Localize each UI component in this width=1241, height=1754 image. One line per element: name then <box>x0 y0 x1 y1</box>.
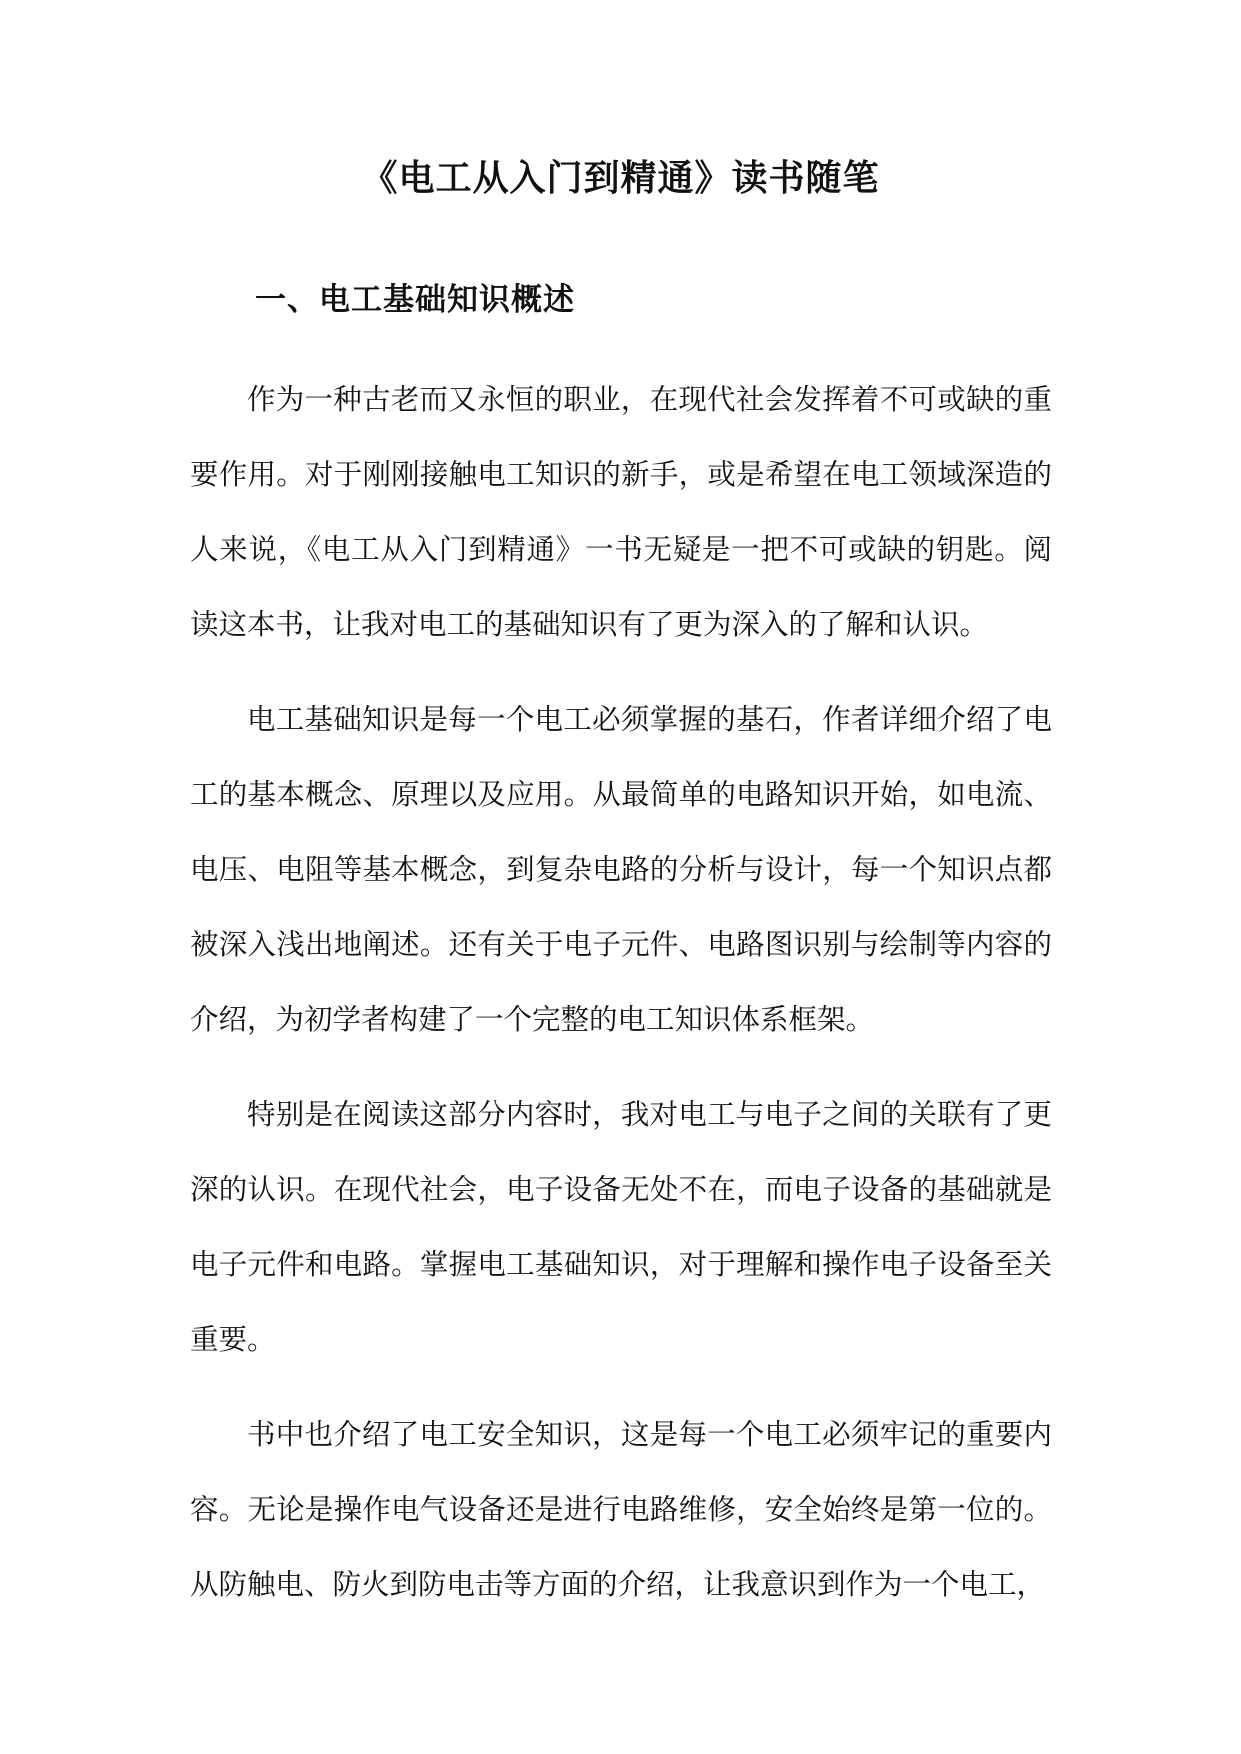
paragraph-2: 电工基础知识是每一个电工必须掌握的基石，作者详细介绍了电工的基本概念、原理以及应用。从最简单的电路知识开始，如电流、电压、电阻等基本概念，到复杂电路的分析与设计，每一个知识点都被深入浅出地阐述。还有关于电子元件、电路图识别与绘制等内容的介绍，为初学者构建了一个完整的电工知识体系框架。 <box>190 703 1052 1036</box>
paragraph-4: 书中也介绍了电工安全知识，这是每一个电工必须牢记的重要内容。无论是操作电气设备还是进行电路维修，安全始终是第一位的。从防触电、防火到防电击等方面的介绍，让我意识到作为一个电工， <box>190 1418 1052 1601</box>
paragraph-1: 作为一种古老而又永恒的职业，在现代社会发挥着不可或缺的重要作用。对于刚刚接触电工知识的新手，或是希望在电工领域深造的人来说，《电工从入门到精通》一书无疑是一把不可或缺的钥匙。阅读这本书，让我对电工的基础知识有了更为深入的了解和认识。 <box>190 383 1052 641</box>
document-title: 《电工从入门到精通》读书随笔 <box>361 157 880 199</box>
section-heading: 一、电工基础知识概述 <box>255 282 575 318</box>
paragraph-3: 特别是在阅读这部分内容时，我对电工与电子之间的关联有了更深的认识。在现代社会，电子设备无处不在，而电子设备的基础就是电子元件和电路。掌握电工基础知识，对于理解和操作电子设备至关重要。 <box>190 1098 1052 1356</box>
body-text <box>190 362 1052 1642</box>
